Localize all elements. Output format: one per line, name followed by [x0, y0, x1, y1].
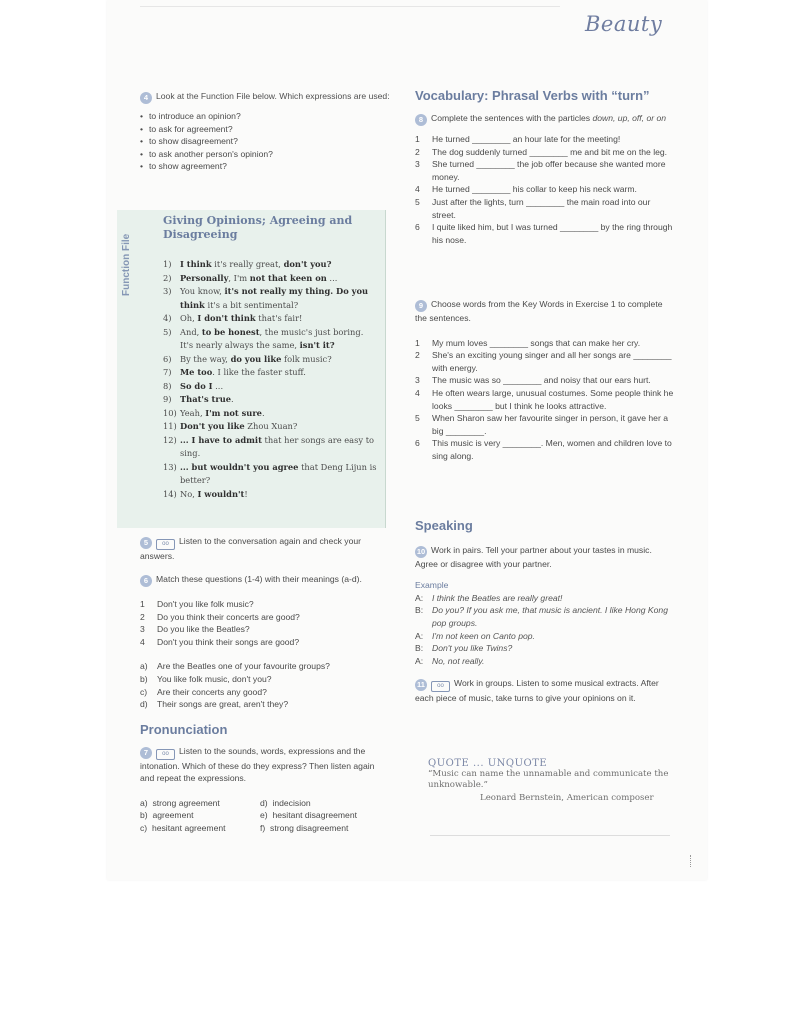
function-file-item: 10) Yeah, I'm not sure.	[163, 407, 265, 418]
question-list	[140, 598, 390, 648]
exercise-11-instruction: 11 oo Work in groups. Listen to some musical extracts. After each piece of music, take turns to give your opinions on it.	[415, 678, 659, 704]
exercise-number-badge: 4	[140, 92, 152, 104]
list-item: 1 He turned ________ an hour late for the meeting!	[415, 134, 621, 144]
function-file-item: 8) So do I ...	[163, 380, 224, 391]
exercise-6-instruction: 6 Match these questions (1-4) with their meanings (a-d).	[140, 573, 390, 587]
list-item: 4 He turned ________ his collar to keep his neck warm.	[415, 184, 637, 195]
list-item: 2 The dog suddenly turned ________ me and bit me on the leg.	[415, 146, 668, 157]
function-file-tab: Function File	[121, 233, 132, 297]
option: f) strong disagreement	[260, 822, 349, 833]
bullet-list	[140, 110, 390, 173]
section-heading: Vocabulary: Phrasal Verbs with “turn”	[415, 88, 650, 103]
divider	[430, 835, 670, 836]
quote-heading: QUOTE ... UNQUOTE	[428, 758, 548, 769]
option: a) strong agreement	[140, 797, 220, 808]
example-dialogue	[415, 592, 675, 668]
speaking-section	[415, 520, 675, 705]
cassette-icon: oo	[156, 539, 175, 550]
meaning-list	[140, 660, 390, 710]
list-item: 1 My mum loves ________ songs that can make her cry.	[415, 337, 641, 348]
function-file-title: Giving Opinions; Agreeing and Disagreeing	[163, 214, 353, 241]
list-item: 1 Don't you like folk music?	[140, 599, 254, 609]
dialogue-line: A: I'm not keen on Canto pop.	[415, 630, 535, 641]
list-item: • to show disagreement?	[140, 135, 390, 148]
pronunciation-section	[140, 724, 390, 835]
exercise-8-instruction: 8 Complete the sentences with the particles down, up, off, or on	[415, 112, 675, 126]
list-item: b) You like folk music, don't you?	[140, 673, 272, 684]
exercise-number-badge: 5	[140, 537, 152, 549]
corner-title: Beauty	[585, 12, 663, 36]
exercise-10-instruction: 10 Work in pairs. Tell your partner about your tastes in music. Agree or disagree with your partner.	[415, 544, 652, 569]
list-item: 5 When Sharon saw her favourite singer in person, it gave her a big ________.	[415, 413, 668, 436]
dialogue-line: A: No, not really.	[415, 655, 485, 666]
dialogue-line: A: I think the Beatles are really great!	[415, 592, 563, 603]
function-file-item: 2) Personally, I'm not that keen on ...	[163, 272, 338, 283]
exercise-number-badge: 9	[415, 300, 427, 312]
section-heading: Speaking	[415, 518, 473, 533]
option: b) agreement	[140, 810, 194, 821]
list-item: d) Their songs are great, aren't they?	[140, 699, 289, 710]
list-item: 5 Just after the lights, turn ________ the main road into our street.	[415, 196, 651, 220]
quote-text: “Music can name the unnamable and communicate the unknowable.”	[428, 769, 669, 790]
section-heading: Pronunciation	[140, 722, 228, 737]
function-file-item: 12) ... I have to admit that her songs are easy to sing.	[163, 434, 375, 458]
list-item: 6 This music is very ________. Men, women and children love to sing along.	[415, 438, 672, 461]
exercise-number-badge: 11	[415, 679, 427, 691]
function-file-item: 6) By the way, do you like folk music?	[163, 353, 332, 364]
list-item: 2 Do you think their concerts are good?	[140, 611, 300, 622]
function-file-list	[163, 258, 378, 501]
quote-box	[428, 758, 678, 804]
list-item: • to introduce an opinion?	[140, 110, 390, 123]
sentence-list	[415, 133, 675, 246]
function-file-item: 9) That's true.	[163, 394, 234, 404]
exercise-9	[415, 298, 675, 463]
function-file-item: 13) ... but wouldn't you agree that Deng Lijun is better?	[163, 461, 377, 485]
options-grid	[140, 797, 390, 835]
example-label: Example	[415, 580, 449, 591]
page-mark	[690, 855, 694, 867]
exercise-number-badge: 7	[140, 747, 152, 759]
list-item: 3 Do you like the Beatles?	[140, 624, 250, 635]
function-file-item: 3) You know, it's not really my thing. Do you think it's a bit sentimental?	[163, 286, 369, 310]
exercise-number-badge: 6	[140, 575, 152, 587]
quote-author: Leonard Bernstein, American composer	[480, 793, 654, 803]
list-item: 2 She's an exciting young singer and all her songs are ________ with energy.	[415, 350, 672, 373]
list-item: • to ask another person's opinion?	[140, 148, 390, 161]
option: e) hesitant disagreement	[260, 810, 357, 821]
top-divider	[140, 6, 560, 7]
function-file-item: 7) Me too. I like the faster stuff.	[163, 367, 306, 377]
list-item: 6 I quite liked him, but I was turned ________ by the ring through his nose.	[415, 222, 673, 245]
exercise-9-instruction: 9 Choose words from the Key Words in Exercise 1 to complete the sentences.	[415, 299, 663, 323]
vocabulary-section	[415, 88, 675, 246]
exercise-number-badge: 8	[415, 114, 427, 126]
exercise-5: 5 oo Listen to the conversation again and check your answers.	[140, 536, 362, 561]
option: c) hesitant agreement	[140, 822, 226, 833]
function-file-item: 4) Oh, I don't think that's fair!	[163, 313, 303, 323]
exercise-7-instruction: 7 oo Listen to the sounds, words, expressions and the intonation. Which of these do they express? Then listen again and repeat the expressions.	[140, 745, 375, 784]
function-file-item: 5) And, to be honest, the music's just boring. It's nearly always the same, isn't it?	[163, 326, 364, 350]
list-item: • to show agreement?	[140, 160, 390, 173]
exercise-4	[140, 90, 390, 173]
exercise-number-badge: 10	[416, 546, 426, 556]
exercise-4-instruction: 4 Look at the Function File below. Which expressions are used:	[140, 90, 390, 104]
list-item: c) Are their concerts any good?	[140, 686, 267, 697]
list-item: • to ask for agreement?	[140, 123, 390, 136]
cassette-icon: oo	[431, 681, 450, 692]
list-item: 4 He often wears large, unusual costumes. Some people think he looks ________ but I think he looks attractive.	[415, 387, 674, 411]
list-item: 3 She turned ________ the job offer because she wanted more money.	[415, 159, 666, 182]
list-item: a) Are the Beatles one of your favourite groups?	[140, 661, 330, 672]
function-file-item: 11) Don't you like Zhou Xuan?	[163, 421, 298, 431]
dialogue-line: B: Don't you like Twins?	[415, 643, 513, 654]
function-file-item: 1) I think it's really great, don't you?	[163, 259, 332, 269]
sentence-list	[415, 337, 675, 463]
function-file-item: 14) No, I wouldn't!	[163, 488, 248, 499]
list-item: 3 The music was so ________ and noisy that our ears hurt.	[415, 375, 651, 386]
list-item: 4 Don't you think their songs are good?	[140, 636, 300, 647]
cassette-icon: oo	[156, 749, 175, 760]
dialogue-line: B: Do you? If you ask me, that music is ancient. I like Hong Kong pop groups.	[415, 605, 668, 628]
option: d) indecision	[260, 797, 311, 808]
exercise-6	[140, 573, 390, 711]
